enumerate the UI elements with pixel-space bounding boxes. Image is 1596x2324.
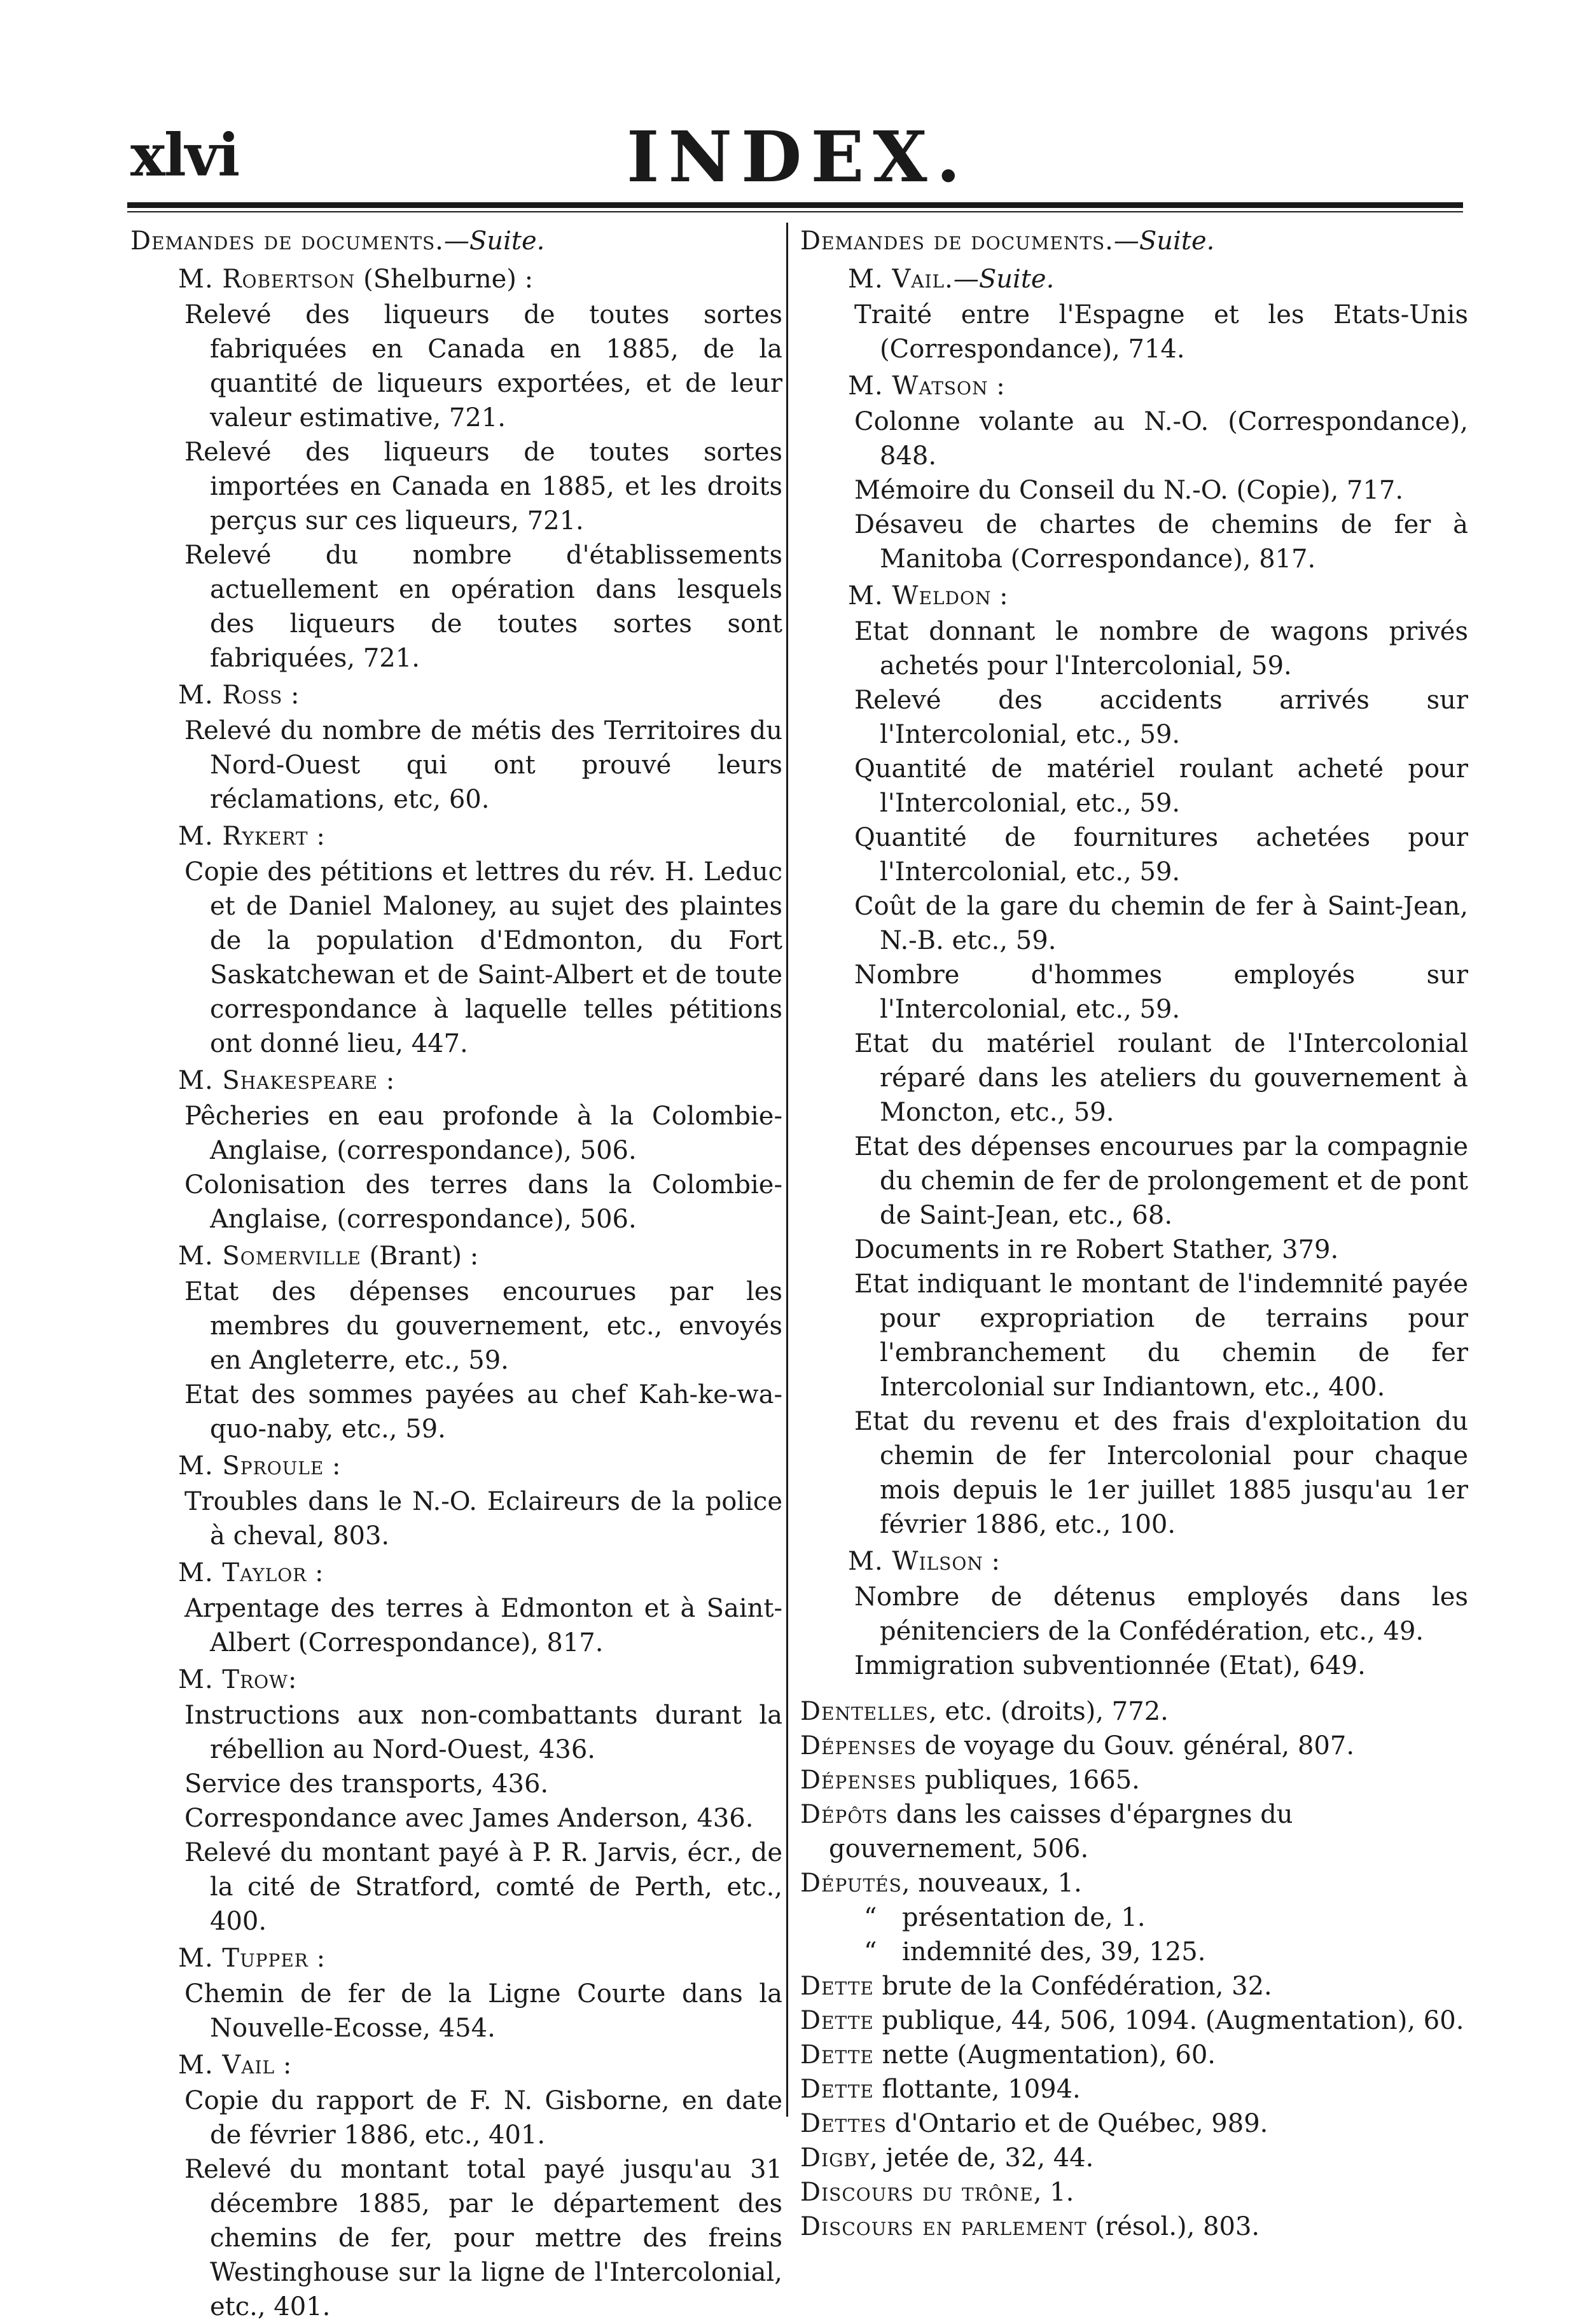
right-column — [800, 224, 1468, 2244]
topic-entry — [800, 2072, 1468, 2106]
member-group — [130, 2048, 782, 2324]
index-entry: Troubles dans le N.-O. Eclaireurs de la police à cheval, 803. — [184, 1487, 782, 1551]
member-note: —Suite. — [953, 265, 1055, 294]
topic-entry — [800, 1900, 1468, 1935]
topic-text: dans les caisses d'épargnes du gouvernement, 506. — [829, 1800, 1293, 1864]
topic-head: Dentelles — [800, 1697, 929, 1726]
member-name: M. Trow — [178, 1665, 288, 1694]
topic-spacer — [800, 1683, 1468, 1694]
topic-text: , jetée de, 32, 44. — [870, 2143, 1094, 2173]
topic-text: , etc. (droits), 772. — [928, 1697, 1169, 1726]
topic-head: Digby — [800, 2143, 870, 2173]
member-name: M. Tupper — [178, 1944, 309, 1973]
member-heading — [130, 1063, 782, 1098]
member-group — [800, 579, 1468, 1542]
topic-text: publique, 44, 506, 1094. (Augmentation), 60. — [873, 2006, 1464, 2035]
member-name: M. Vail — [178, 2051, 275, 2080]
member-name: M. Weldon — [848, 581, 992, 611]
continuation-heading — [130, 224, 782, 258]
topic-head: Députés — [800, 1869, 902, 1898]
member-heading — [130, 678, 782, 712]
topic-entry — [800, 2210, 1468, 2244]
member-name: M. Somerville — [178, 1242, 361, 1271]
index-entry: Relevé des liqueurs de toutes sortes fabriquées en Canada en 1885, de la quantité de liqueurs exportées, et de leur valeur estimative, 721. — [184, 300, 782, 432]
index-entry: Service des transports, 436. — [184, 1769, 549, 1799]
index-entry: Relevé des liqueurs de toutes sortes importées en Canada en 1885, et les droits perçus sur ces liqueurs, 721. — [184, 438, 782, 536]
index-entry: Colonne volante au N.-O. (Correspondance), 848. — [854, 407, 1468, 471]
member-name: M. Rykert — [178, 822, 309, 851]
index-entry: Coût de la gare du chemin de fer à Saint-Jean, N.-B. etc., 59. — [854, 892, 1468, 955]
member-note: : — [983, 1547, 1000, 1576]
member-group — [800, 262, 1468, 366]
member-note: : — [991, 581, 1008, 611]
index-entry: Correspondance avec James Anderson, 436. — [184, 1804, 754, 1833]
member-note: : — [275, 2051, 292, 2080]
topic-entry — [800, 1797, 1468, 1866]
continuation-head: Demandes de documents. — [130, 226, 444, 256]
index-entry: Relevé des accidents arrivés sur l'Intercolonial, etc., 59. — [854, 686, 1468, 749]
topic-text: nette (Augmentation), 60. — [873, 2040, 1216, 2070]
member-name: M. Watson — [848, 371, 989, 401]
index-entry: Traité entre l'Espagne et les Etats-Unis (Correspondance), 714. — [854, 300, 1468, 364]
index-entry: Instructions aux non-combattants durant la rébellion au Nord-Ouest, 436. — [184, 1701, 782, 1764]
member-heading — [800, 262, 1468, 296]
topic-text: d'Ontario et de Québec, 989. — [887, 2109, 1268, 2138]
topic-entry — [800, 2141, 1468, 2175]
topic-text: présentation de, 1. — [902, 1903, 1146, 1932]
member-group — [130, 1556, 782, 1660]
member-note: : — [282, 681, 300, 710]
member-note: (Brant) : — [361, 1242, 479, 1271]
index-entry: Nombre d'hommes employés sur l'Intercolonial, etc., 59. — [854, 960, 1468, 1024]
index-entry: Copie du rapport de F. N. Gisborne, en date de février 1886, etc., 401. — [184, 2086, 782, 2150]
member-group — [130, 1449, 782, 1553]
index-entry: Immigration subventionnée (Etat), 649. — [854, 1651, 1366, 1680]
member-heading — [130, 1239, 782, 1273]
topic-entry — [800, 1935, 1468, 1969]
index-entry: Arpentage des terres à Edmonton et à Saint-Albert (Correspondance), 817. — [184, 1594, 782, 1657]
index-entry: Copie des pétitions et lettres du rév. H. Leduc et de Daniel Maloney, au sujet des plaintes de la population d'Edmonton, du Fort Saskatchewan et de Saint-Albert et de toute correspondance à laquelle telles pétitions ont donné lieu, 447. — [184, 857, 782, 1058]
member-note: : — [307, 1558, 324, 1587]
topic-text: brute de la Confédération, 32. — [873, 1972, 1272, 2001]
topic-text: , 1. — [1033, 2178, 1074, 2207]
member-note: : — [308, 822, 325, 851]
topic-entry — [800, 1866, 1468, 1900]
index-entry: Colonisation des terres dans la Colombie-Anglaise, (correspondance), 506. — [184, 1170, 782, 1234]
index-entry: Relevé du montant payé à P. R. Jarvis, écr., de la cité de Stratford, comté de Perth, etc., 400. — [184, 1838, 782, 1936]
topic-head: Dette — [800, 2006, 874, 2035]
topic-entry — [800, 2106, 1468, 2141]
member-group — [130, 678, 782, 817]
index-entry: Etat des dépenses encourues par les membres du gouvernement, etc., envoyés en Angleterre, etc., 59. — [184, 1277, 782, 1375]
continuation-suite: —Suite. — [443, 226, 545, 256]
member-heading — [130, 1449, 782, 1483]
index-entry: Quantité de fournitures achetées pour l'Intercolonial, etc., 59. — [854, 823, 1468, 887]
topic-head: Discours en parlement — [800, 2212, 1087, 2241]
member-name: M. Ross — [178, 681, 283, 710]
index-entry: Mémoire du Conseil du N.-O. (Copie), 717. — [854, 476, 1404, 505]
member-group — [130, 1239, 782, 1446]
topic-head: Dépôts — [800, 1800, 889, 1829]
index-entry: Pêcheries en eau profonde à la Colombie-Anglaise, (correspondance), 506. — [184, 1102, 782, 1165]
member-heading — [130, 819, 782, 854]
member-group — [800, 1544, 1468, 1683]
topic-entry — [800, 1694, 1468, 1729]
page-title: INDEX. — [627, 116, 969, 198]
topic-entry — [800, 1763, 1468, 1797]
member-heading — [800, 369, 1468, 403]
index-entry: Etat du matériel roulant de l'Intercolonial réparé dans les ateliers du gouvernement à Moncton, etc., 59. — [854, 1029, 1468, 1127]
topic-entry — [800, 1969, 1468, 2003]
topic-head: Dette — [800, 1972, 874, 2001]
member-note: : — [288, 1665, 297, 1694]
topic-text: de voyage du Gouv. général, 807. — [917, 1731, 1355, 1760]
topic-head: Dette — [800, 2075, 874, 2104]
header-rule-thick — [127, 202, 1463, 208]
column-divider — [786, 223, 788, 2117]
member-note: : — [324, 1451, 341, 1481]
index-entry: Etat donnant le nombre de wagons privés achetés pour l'Intercolonial, 59. — [854, 617, 1468, 681]
topic-head: Dettes — [800, 2109, 887, 2138]
topic-entry — [800, 2003, 1468, 2038]
index-entry: Relevé du montant total payé jusqu'au 31 décembre 1885, par le département des chemins de fer, pour mettre des freins Westinghouse sur la ligne de l'Intercolonial, etc., 401. — [184, 2155, 782, 2321]
index-entry: Etat des sommes payées au chef Kah-ke-wa-quo-naby, etc., 59. — [184, 1380, 782, 1444]
topic-text: publiques, 1665. — [917, 1766, 1140, 1795]
topic-text: indemnité des, 39, 125. — [902, 1937, 1206, 1967]
member-heading — [800, 579, 1468, 613]
member-group — [130, 1063, 782, 1236]
continuation-head: Demandes de documents. — [800, 226, 1114, 256]
index-entry: Désaveu de chartes de chemins de fer à Manitoba (Correspondance), 817. — [854, 510, 1468, 574]
member-name: M. Robertson — [178, 265, 356, 294]
left-column — [130, 224, 782, 2324]
member-note: : — [308, 1944, 326, 1973]
member-note: (Shelburne) : — [355, 265, 534, 294]
index-entry: Documents in re Robert Stather, 379. — [854, 1235, 1339, 1264]
header-rule-thin — [127, 211, 1463, 212]
member-heading — [130, 1941, 782, 1975]
member-heading — [800, 1544, 1468, 1579]
index-entry: Nombre de détenus employés dans les pénitenciers de la Confédération, etc., 49. — [854, 1582, 1468, 1646]
member-group — [800, 369, 1468, 576]
member-heading — [130, 2048, 782, 2082]
member-name: M. Taylor — [178, 1558, 307, 1587]
member-name: M. Shakespeare — [178, 1066, 378, 1095]
member-group — [130, 262, 782, 675]
ditto-mark: “ — [864, 1903, 877, 1932]
topic-head: Dette — [800, 2040, 874, 2070]
member-note: : — [988, 371, 1005, 401]
topic-head: Discours du trône — [800, 2178, 1034, 2207]
topic-text: , nouveaux, 1. — [901, 1869, 1082, 1898]
index-entry: Chemin de fer de la Ligne Courte dans la Nouvelle-Ecosse, 454. — [184, 1979, 782, 2043]
ditto-mark: “ — [864, 1937, 877, 1967]
index-entry: Etat des dépenses encourues par la compagnie du chemin de fer de prolongement et de pont de Saint-Jean, etc., 68. — [854, 1132, 1468, 1230]
member-heading — [130, 1663, 782, 1697]
member-name: M. Vail. — [848, 265, 954, 294]
topic-text: flottante, 1094. — [873, 2075, 1081, 2104]
member-heading — [130, 262, 782, 296]
index-entry: Quantité de matériel roulant acheté pour l'Intercolonial, etc., 59. — [854, 754, 1468, 818]
member-name: M. Wilson — [848, 1547, 983, 1576]
continuation-suite: —Suite. — [1113, 226, 1215, 256]
member-group — [130, 819, 782, 1061]
member-group — [130, 1663, 782, 1939]
index-entry: Relevé du nombre de métis des Territoires du Nord-Ouest qui ont prouvé leurs réclamations, etc, 60. — [184, 716, 782, 814]
index-entry: Etat du revenu et des frais d'exploitation du chemin de fer Intercolonial pour chaque mois depuis le 1er juillet 1885 jusqu'au 1er février 1886, etc., 100. — [854, 1407, 1468, 1539]
index-entry: Relevé du nombre d'établissements actuellement en opération dans lesquels des liqueurs de toutes sortes sont fabriquées, 721. — [184, 541, 782, 673]
page-folio: xlvi — [130, 121, 239, 190]
topic-text: (résol.), 803. — [1086, 2212, 1260, 2241]
member-group — [130, 1941, 782, 2045]
topic-entry — [800, 2175, 1468, 2210]
member-name: M. Sproule — [178, 1451, 324, 1481]
member-heading — [130, 1556, 782, 1590]
member-note: : — [378, 1066, 395, 1095]
continuation-heading — [800, 224, 1468, 258]
topic-entry — [800, 1729, 1468, 1763]
topic-entry — [800, 2038, 1468, 2072]
topic-head: Dépenses — [800, 1731, 917, 1760]
index-entry: Etat indiquant le montant de l'indemnité payée pour expropriation de terrains pour l'embranchement du chemin de fer Intercolonial sur Indiantown, etc., 400. — [854, 1269, 1468, 1402]
topic-head: Dépenses — [800, 1766, 917, 1795]
